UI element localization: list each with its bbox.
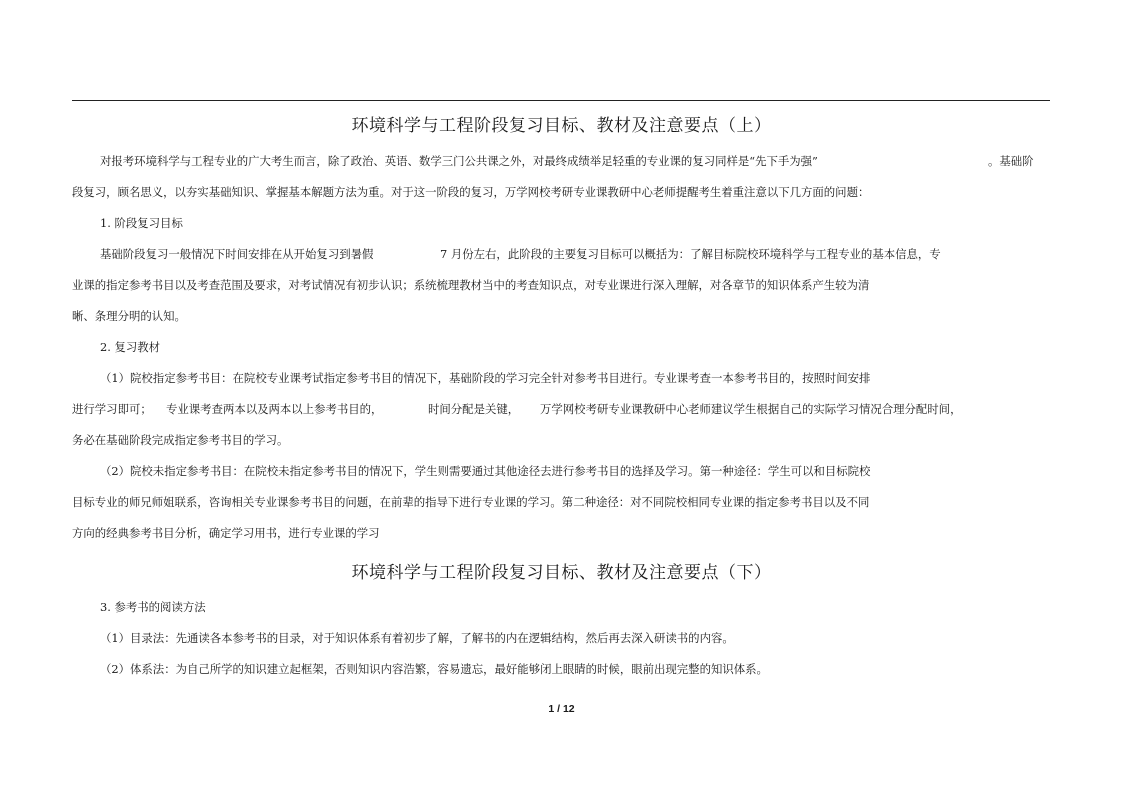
para3-line2a: 进行学习即可；	[72, 402, 152, 416]
header-rule	[72, 100, 1050, 101]
para3-line3: 务必在基础阶段完成指定参考书目的学习。	[72, 433, 289, 447]
para3-line2d: 万学网校考研专业课教研中心老师建议学生根据自己的实际学习情况合理分配时间，	[540, 402, 962, 416]
title-lower: 环境科学与工程阶段复习目标、教材及注意要点（下）	[351, 563, 772, 583]
para4-line3: 方向的经典参考书目分析，确定学习用书，进行专业课的学习	[72, 526, 380, 540]
para2-line1b: 7 月份左右，此阶段的主要复习目标可以概括为：了解目标院校环境科学与工程专业的基本信息，专	[440, 247, 941, 261]
para3-line2c: 时间分配是关键，	[428, 402, 520, 416]
para4-line2: 目标专业的师兄师姐联系，咨询相关专业课参考书目的问题，在前辈的指导下进行专业课的学习。第二种途径：对不同院校相同专业课的指定参考书目以及不同	[72, 495, 870, 509]
heading-2: 2. 复习教材	[100, 340, 161, 354]
para1-line2: 段复习，顾名思义，以夯实基础知识、掌握基本解题方法为重。对于这一阶段的复习，万学网校考研专业课教研中心老师提醒考生着重注意以下几方面的问题：	[72, 185, 870, 199]
para6: （2）体系法：为自己所学的知识建立起框架，否则知识内容浩繁，容易遗忘，最好能够闭上眼睛的时候，眼前出现完整的知识体系。	[100, 662, 768, 676]
para5: （1）目录法：先通读各本参考书的目录，对于知识体系有着初步了解，了解书的内在逻辑结构，然后再去深入研读书的内容。	[100, 631, 734, 645]
para2-line3: 晰、条理分明的认知。	[72, 309, 186, 323]
para2-line1a: 基础阶段复习一般情况下时间安排在从开始复习到暑假	[100, 247, 374, 261]
para1-line1b: 。基础阶	[988, 154, 1034, 168]
para3-line2b: 专业课考查两本以及两本以上参考书目的，	[166, 402, 383, 416]
heading-3: 3. 参考书的阅读方法	[100, 600, 206, 614]
para2-line2: 业课的指定参考书目以及考查范围及要求，对考试情况有初步认识；系统梳理教材当中的考查知识点，对专业课进行深入理解，对各章节的知识体系产生较为清	[72, 278, 870, 292]
para3-line1: （1）院校指定参考书目：在院校专业课考试指定参考书目的情况下，基础阶段的学习完全针对参考书目进行。专业课考查一本参考书目的，按照时间安排	[100, 371, 871, 385]
para4-line1: （2）院校未指定参考书目：在院校未指定参考书目的情况下，学生则需要通过其他途径去进行参考书目的选择及学习。第一种途径：学生可以和目标院校	[100, 464, 871, 478]
heading-1: 1. 阶段复习目标	[100, 216, 183, 230]
title-upper: 环境科学与工程阶段复习目标、教材及注意要点（上）	[351, 116, 772, 136]
page-number: 1 / 12	[548, 703, 575, 715]
para1-line1a: 对报考环境科学与工程专业的广大考生而言，除了政治、英语、数学三门公共课之外，对最终成绩举足轻重的专业课的复习同样是“先下手为强”	[100, 154, 818, 168]
